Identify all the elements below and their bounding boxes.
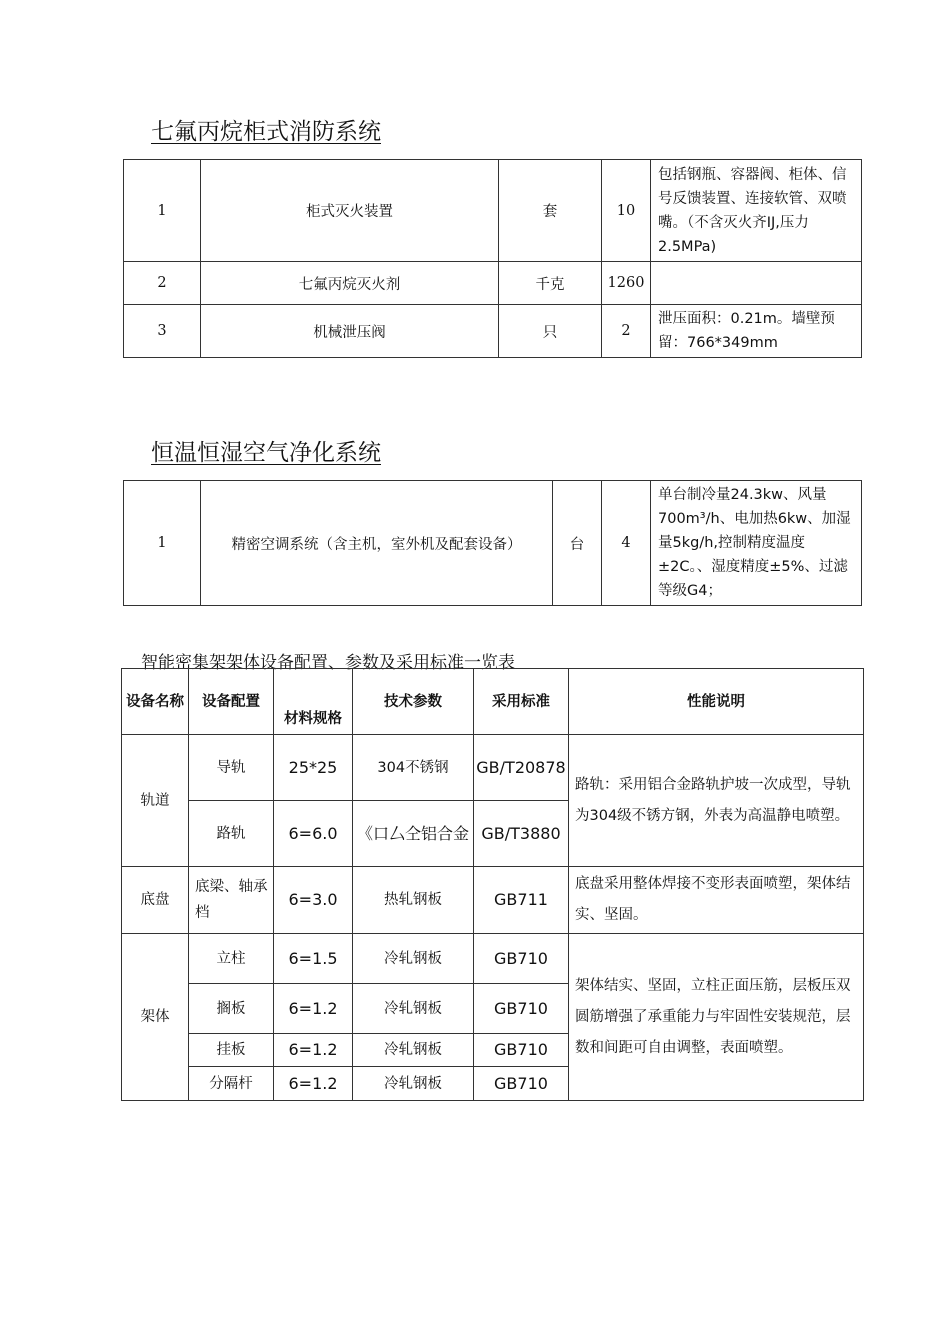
item-standard: GB710 [474, 1034, 569, 1067]
table-caption: 智能密集架架体设备配置、参数及采用标准一览表 [141, 653, 515, 673]
item-unit: 台 [553, 481, 602, 606]
item-param: 304不锈钢 [353, 735, 474, 801]
fire-system-table [123, 159, 862, 358]
item-spec: 6=1.2 [274, 984, 353, 1034]
item-name: 精密空调系统（含主机，室外机及配套设备） [201, 481, 553, 606]
table-row [124, 305, 862, 358]
item-param: 冷轧钢板 [353, 1034, 474, 1067]
group-name: 底盘 [122, 867, 189, 934]
header-device-name: 设备名称 [122, 669, 189, 735]
header-performance: 性能说明 [569, 669, 864, 735]
item-spec: 6=1.5 [274, 934, 353, 984]
header-config: 设备配置 [189, 669, 274, 735]
item-param: 冷轧钢板 [353, 984, 474, 1034]
item-standard: GB710 [474, 1067, 569, 1101]
group-performance: 底盘采用整体焊接不变形表面喷塑，架体结实、坚固。 [569, 867, 864, 934]
item-quantity: 10 [602, 160, 651, 262]
item-quantity: 1260 [602, 262, 651, 305]
row-number: 1 [124, 160, 201, 262]
section-title-hvac: 恒温恒湿空气净化系统 [151, 440, 381, 466]
item-spec: 6=1.2 [274, 1034, 353, 1067]
item-standard: GB/T3880 [474, 801, 569, 867]
item-standard: GB710 [474, 934, 569, 984]
row-number: 3 [124, 305, 201, 358]
item-spec: 6=3.0 [274, 867, 353, 934]
row-number: 2 [124, 262, 201, 305]
shelving-spec-table [121, 668, 864, 1101]
header-param: 技术参数 [353, 669, 474, 735]
table-row [124, 160, 862, 262]
table-row [124, 262, 862, 305]
item-name: 七氟丙烷灭火剂 [201, 262, 499, 305]
item-param: 冷轧钢板 [353, 934, 474, 984]
hvac-system-table [123, 480, 862, 606]
item-param: 《口厶仝铝合金 [353, 801, 474, 867]
item-unit: 千克 [499, 262, 602, 305]
item-quantity: 4 [602, 481, 651, 606]
table-row [124, 481, 862, 606]
item-unit: 只 [499, 305, 602, 358]
item-config: 底梁、轴承档 [189, 867, 274, 934]
item-config: 路轨 [189, 801, 274, 867]
item-quantity: 2 [602, 305, 651, 358]
header-row [122, 669, 864, 735]
header-standard: 采用标准 [474, 669, 569, 735]
table-row [122, 735, 864, 801]
item-config: 立柱 [189, 934, 274, 984]
item-name: 机械泄压阀 [201, 305, 499, 358]
section-title-fire: 七氟丙烷柜式消防系统 [151, 119, 381, 145]
item-param: 热轧钢板 [353, 867, 474, 934]
row-number: 1 [124, 481, 201, 606]
table-row [122, 934, 864, 984]
item-spec: 25*25 [274, 735, 353, 801]
item-config: 分隔杆 [189, 1067, 274, 1101]
item-description: 包括钢瓶、容器阀、柜体、信号反馈装置、连接软管、双喷嘴。（不含灭火齐IJ,压力2.5MPa) [651, 160, 862, 262]
item-standard: GB710 [474, 984, 569, 1034]
item-unit: 套 [499, 160, 602, 262]
item-param: 冷轧钢板 [353, 1067, 474, 1101]
item-name: 柜式灭火装置 [201, 160, 499, 262]
item-config: 挂板 [189, 1034, 274, 1067]
item-standard: GB/T20878 [474, 735, 569, 801]
item-spec: 6=6.0 [274, 801, 353, 867]
group-performance: 架体结实、坚固，立柱正面压筋，层板压双圆筋增强了承重能力与牢固性安装规范，层数和间距可自由调整，表面喷塑。 [569, 934, 864, 1101]
group-name: 架体 [122, 934, 189, 1101]
group-performance: 路轨：采用铝合金路轨护坡一次成型，导轨为304级不锈方钢，外表为高温静电喷塑。 [569, 735, 864, 867]
item-spec: 6=1.2 [274, 1067, 353, 1101]
group-name: 轨道 [122, 735, 189, 867]
table-row [122, 867, 864, 934]
header-spec: 材料规格 [274, 669, 353, 735]
item-config: 导轨 [189, 735, 274, 801]
item-standard: GB711 [474, 867, 569, 934]
item-description [651, 262, 862, 305]
item-description: 泄压面积：0.21m。墙壁预留：766*349mm [651, 305, 862, 358]
item-config: 搁板 [189, 984, 274, 1034]
item-description: 单台制冷量24.3kw、风量700m³/h、电加热6kw、加湿量5kg/h,控制精度温度±2C。、湿度精度±5%、过滤等级G4； [651, 481, 862, 606]
